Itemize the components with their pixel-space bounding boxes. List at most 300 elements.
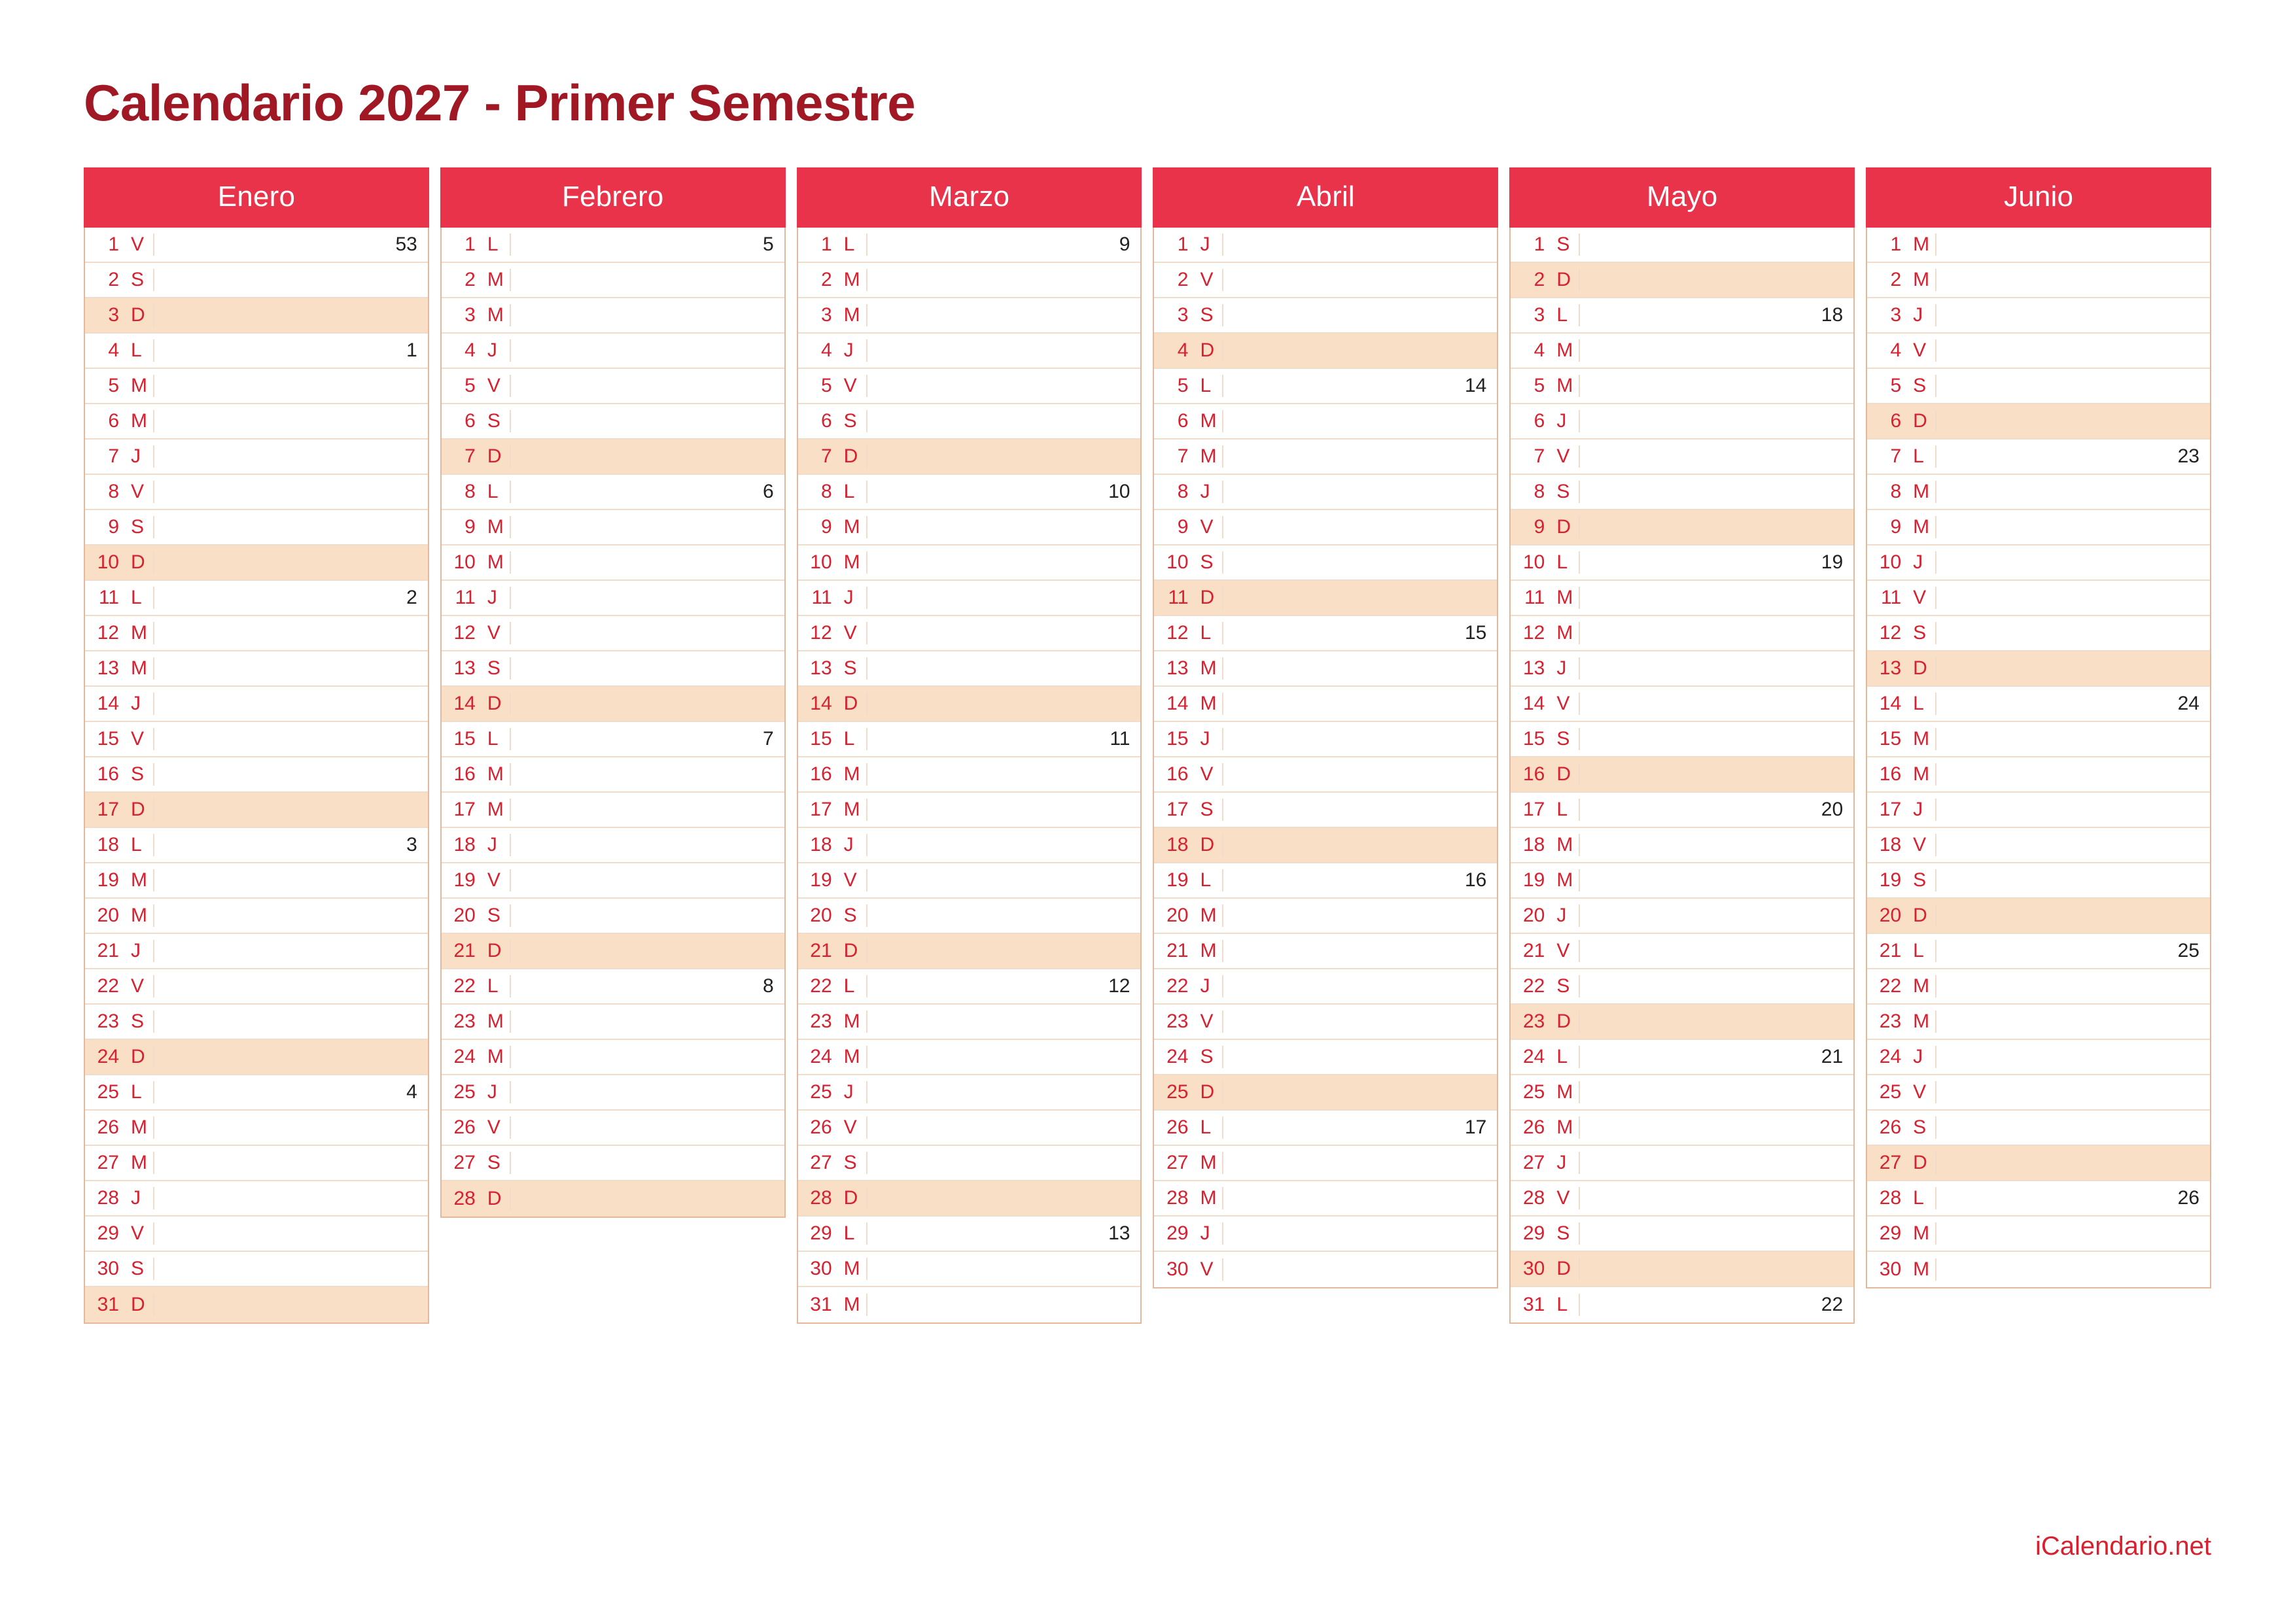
- day-row[interactable]: [1154, 334, 1497, 369]
- weekday-letter: M: [1908, 1011, 1936, 1033]
- day-row[interactable]: [85, 1075, 428, 1111]
- month-header: Marzo: [797, 167, 1142, 228]
- week-number: 4: [406, 1081, 417, 1103]
- day-row[interactable]: [1154, 863, 1497, 899]
- day-number: 9: [1533, 516, 1545, 538]
- day-row[interactable]: [85, 1111, 428, 1146]
- day-number: 3: [464, 304, 476, 326]
- day-row[interactable]: [1154, 510, 1497, 545]
- weekday-letter: M: [1908, 1222, 1936, 1245]
- day-row[interactable]: [442, 616, 784, 651]
- day-number: 11: [1168, 587, 1189, 608]
- weekday-letter: V: [482, 622, 511, 644]
- day-number: 24: [1522, 1046, 1545, 1067]
- day-row[interactable]: [1154, 298, 1497, 334]
- day-row[interactable]: [442, 899, 784, 934]
- day-number: 18: [97, 834, 119, 855]
- day-number: 19: [1522, 869, 1545, 891]
- day-number: 3: [820, 304, 832, 326]
- weekday-letter: M: [1908, 481, 1936, 503]
- day-row[interactable]: [1867, 616, 2210, 651]
- day-row[interactable]: [1154, 687, 1497, 722]
- day-row[interactable]: [85, 404, 428, 440]
- day-row[interactable]: [442, 722, 784, 757]
- day-row[interactable]: [85, 581, 428, 616]
- weekday-letter: M: [482, 551, 511, 574]
- day-row[interactable]: [798, 298, 1141, 334]
- day-row[interactable]: [85, 899, 428, 934]
- day-number: 4: [1890, 339, 1902, 361]
- day-row[interactable]: [1154, 545, 1497, 581]
- day-row[interactable]: [798, 1287, 1141, 1322]
- weekday-letter: S: [1195, 304, 1223, 326]
- day-number: 4: [464, 339, 476, 361]
- day-row[interactable]: [798, 722, 1141, 757]
- weekday-letter: D: [839, 445, 867, 468]
- day-row[interactable]: [1154, 404, 1497, 440]
- day-number: 15: [1879, 728, 1902, 750]
- day-row[interactable]: [798, 581, 1141, 616]
- day-row[interactable]: [442, 793, 784, 828]
- weekday-letter: J: [1908, 551, 1936, 574]
- day-number: 12: [97, 622, 119, 644]
- day-row[interactable]: [1154, 793, 1497, 828]
- day-number: 1: [1890, 233, 1902, 255]
- day-row[interactable]: [798, 969, 1141, 1005]
- day-row[interactable]: [1867, 475, 2210, 510]
- day-row[interactable]: [1867, 1075, 2210, 1111]
- day-number: 12: [1166, 622, 1189, 644]
- day-row[interactable]: [1511, 1111, 1853, 1146]
- weekday-letter: J: [126, 445, 154, 468]
- day-number: 4: [108, 339, 119, 361]
- day-number: 2: [820, 269, 832, 290]
- day-row[interactable]: [85, 651, 428, 687]
- weekday-letter: L: [839, 728, 867, 750]
- day-row[interactable]: [798, 757, 1141, 793]
- day-row[interactable]: [1511, 263, 1853, 298]
- day-row[interactable]: [1511, 1040, 1853, 1075]
- day-row[interactable]: [1511, 440, 1853, 475]
- day-row[interactable]: [442, 1181, 784, 1217]
- day-row[interactable]: [1154, 1040, 1497, 1075]
- day-row[interactable]: [1867, 334, 2210, 369]
- day-row[interactable]: [798, 1181, 1141, 1217]
- day-row[interactable]: [1867, 863, 2210, 899]
- day-row[interactable]: [1154, 1111, 1497, 1146]
- day-row[interactable]: [1867, 440, 2210, 475]
- day-row[interactable]: [1511, 1146, 1853, 1181]
- day-row[interactable]: [85, 263, 428, 298]
- week-number: 7: [762, 728, 774, 750]
- day-row[interactable]: [1154, 616, 1497, 651]
- day-row[interactable]: [1511, 369, 1853, 404]
- day-row[interactable]: [1511, 1075, 1853, 1111]
- day-row[interactable]: [798, 334, 1141, 369]
- day-row[interactable]: [1154, 475, 1497, 510]
- day-row[interactable]: [798, 1217, 1141, 1252]
- weekday-letter: J: [1195, 233, 1223, 256]
- day-row[interactable]: [1511, 687, 1853, 722]
- day-row[interactable]: [798, 616, 1141, 651]
- day-row[interactable]: [1867, 1111, 2210, 1146]
- day-row[interactable]: [442, 369, 784, 404]
- day-row[interactable]: [1511, 722, 1853, 757]
- day-row[interactable]: [1511, 1217, 1853, 1252]
- day-number: 21: [453, 940, 476, 961]
- day-row[interactable]: [798, 899, 1141, 934]
- day-row[interactable]: [442, 334, 784, 369]
- day-row[interactable]: [1154, 828, 1497, 863]
- day-row[interactable]: [798, 1005, 1141, 1040]
- day-row[interactable]: [85, 687, 428, 722]
- day-row[interactable]: [85, 510, 428, 545]
- weekday-letter: M: [839, 269, 867, 291]
- day-number: 21: [1166, 940, 1189, 961]
- day-row[interactable]: [1154, 1181, 1497, 1217]
- weekday-letter: M: [839, 516, 867, 538]
- day-row[interactable]: [1154, 1217, 1497, 1252]
- day-row[interactable]: [85, 757, 428, 793]
- day-row[interactable]: [1867, 934, 2210, 969]
- weekday-letter: S: [1908, 622, 1936, 644]
- day-row[interactable]: [85, 228, 428, 263]
- day-row[interactable]: [1511, 1252, 1853, 1287]
- day-row[interactable]: [1511, 969, 1853, 1005]
- day-row[interactable]: [85, 440, 428, 475]
- day-row[interactable]: [1511, 334, 1853, 369]
- weekday-letter: L: [1195, 622, 1223, 644]
- weekday-letter: V: [1908, 834, 1936, 856]
- day-row[interactable]: [442, 510, 784, 545]
- day-number: 16: [97, 763, 119, 785]
- weekday-letter: M: [126, 410, 154, 432]
- day-row[interactable]: [1511, 757, 1853, 793]
- day-row[interactable]: [798, 440, 1141, 475]
- month-header: Enero: [84, 167, 429, 228]
- day-row[interactable]: [85, 1040, 428, 1075]
- day-row[interactable]: [1511, 510, 1853, 545]
- day-row[interactable]: [85, 369, 428, 404]
- day-number: 24: [453, 1046, 476, 1067]
- day-row[interactable]: [442, 298, 784, 334]
- day-row[interactable]: [442, 545, 784, 581]
- day-row[interactable]: [798, 651, 1141, 687]
- weekday-letter: S: [1195, 799, 1223, 821]
- day-row[interactable]: [798, 687, 1141, 722]
- weekday-letter: V: [1551, 693, 1580, 715]
- day-row[interactable]: [442, 1111, 784, 1146]
- day-row[interactable]: [1867, 793, 2210, 828]
- day-row[interactable]: [442, 934, 784, 969]
- day-row[interactable]: [1511, 934, 1853, 969]
- day-row[interactable]: [85, 1252, 428, 1287]
- day-row[interactable]: [1867, 969, 2210, 1005]
- day-row[interactable]: [1867, 510, 2210, 545]
- day-row[interactable]: [1154, 440, 1497, 475]
- day-row[interactable]: [442, 1146, 784, 1181]
- day-row[interactable]: [1511, 1287, 1853, 1322]
- day-number: 17: [97, 799, 119, 820]
- weekday-letter: S: [1908, 1116, 1936, 1139]
- day-row[interactable]: [85, 475, 428, 510]
- day-row[interactable]: [1867, 1181, 2210, 1217]
- week-number: 2: [406, 587, 417, 608]
- weekday-letter: L: [126, 587, 154, 609]
- day-number: 16: [1879, 763, 1902, 785]
- day-number: 11: [1524, 587, 1545, 608]
- day-row[interactable]: [1511, 863, 1853, 899]
- day-row[interactable]: [1154, 1075, 1497, 1111]
- day-row[interactable]: [85, 934, 428, 969]
- day-row[interactable]: [798, 404, 1141, 440]
- weekday-letter: L: [482, 233, 511, 256]
- day-row[interactable]: [798, 475, 1141, 510]
- day-row[interactable]: [798, 228, 1141, 263]
- day-number: 2: [1533, 269, 1545, 290]
- day-number: 20: [453, 905, 476, 926]
- day-row[interactable]: [798, 263, 1141, 298]
- day-row[interactable]: [85, 298, 428, 334]
- day-row[interactable]: [1867, 298, 2210, 334]
- day-row[interactable]: [442, 581, 784, 616]
- day-row[interactable]: [85, 828, 428, 863]
- day-row[interactable]: [1154, 228, 1497, 263]
- day-row[interactable]: [85, 616, 428, 651]
- day-row[interactable]: [1511, 793, 1853, 828]
- day-row[interactable]: [798, 510, 1141, 545]
- day-row[interactable]: [1154, 651, 1497, 687]
- day-row[interactable]: [1867, 1146, 2210, 1181]
- day-row[interactable]: [1867, 263, 2210, 298]
- day-list: [1866, 228, 2211, 1288]
- day-row[interactable]: [798, 545, 1141, 581]
- weekday-letter: M: [482, 304, 511, 326]
- weekday-letter: M: [1908, 763, 1936, 786]
- day-row[interactable]: [1511, 404, 1853, 440]
- day-row[interactable]: [1867, 1005, 2210, 1040]
- day-row[interactable]: [798, 1040, 1141, 1075]
- day-number: 27: [97, 1152, 119, 1173]
- weekday-letter: M: [1195, 657, 1223, 680]
- weekday-letter: M: [1908, 269, 1936, 291]
- day-row[interactable]: [1511, 899, 1853, 934]
- day-number: 17: [1879, 799, 1902, 820]
- day-row[interactable]: [1154, 581, 1497, 616]
- day-row[interactable]: [85, 334, 428, 369]
- day-row[interactable]: [798, 1146, 1141, 1181]
- day-row[interactable]: [1867, 1252, 2210, 1287]
- day-row[interactable]: [1511, 475, 1853, 510]
- day-row[interactable]: [1867, 687, 2210, 722]
- day-row[interactable]: [442, 757, 784, 793]
- weekday-letter: V: [126, 481, 154, 503]
- week-number: 13: [1108, 1222, 1130, 1244]
- day-row[interactable]: [798, 863, 1141, 899]
- day-row[interactable]: [442, 828, 784, 863]
- weekday-letter: D: [1908, 657, 1936, 680]
- day-number: 29: [810, 1222, 832, 1244]
- day-number: 6: [820, 410, 832, 432]
- day-number: 22: [97, 975, 119, 997]
- day-row[interactable]: [85, 793, 428, 828]
- day-number: 14: [1166, 693, 1189, 714]
- week-number: 11: [1110, 728, 1130, 750]
- day-number: 10: [453, 551, 476, 573]
- day-row[interactable]: [442, 263, 784, 298]
- day-row[interactable]: [1511, 1005, 1853, 1040]
- weekday-letter: M: [839, 551, 867, 574]
- day-row[interactable]: [1154, 722, 1497, 757]
- day-number: 6: [464, 410, 476, 432]
- day-row[interactable]: [1867, 899, 2210, 934]
- week-number: 26: [2177, 1187, 2199, 1209]
- day-row[interactable]: [1154, 1252, 1497, 1287]
- weekday-letter: S: [126, 269, 154, 291]
- week-number: 19: [1821, 551, 1844, 573]
- week-number: 22: [1821, 1294, 1844, 1315]
- day-row[interactable]: [85, 1287, 428, 1322]
- weekday-letter: L: [839, 481, 867, 503]
- day-row[interactable]: [1154, 369, 1497, 404]
- weekday-letter: J: [1195, 481, 1223, 503]
- weekday-letter: S: [482, 410, 511, 432]
- day-row[interactable]: [442, 404, 784, 440]
- day-number: 28: [1166, 1187, 1189, 1209]
- day-number: 18: [810, 834, 832, 855]
- day-row[interactable]: [1511, 651, 1853, 687]
- week-number: 10: [1108, 481, 1130, 502]
- day-row[interactable]: [85, 545, 428, 581]
- day-row[interactable]: [85, 1181, 428, 1217]
- day-row[interactable]: [1154, 969, 1497, 1005]
- day-row[interactable]: [1154, 263, 1497, 298]
- day-row[interactable]: [1511, 581, 1853, 616]
- weekday-letter: D: [1551, 1258, 1580, 1280]
- day-row[interactable]: [1154, 1005, 1497, 1040]
- day-row[interactable]: [1867, 545, 2210, 581]
- day-row[interactable]: [442, 1075, 784, 1111]
- day-number: 16: [1166, 763, 1189, 785]
- day-row[interactable]: [442, 969, 784, 1005]
- day-number: 8: [108, 481, 119, 502]
- day-row[interactable]: [442, 1005, 784, 1040]
- weekday-letter: V: [482, 375, 511, 397]
- day-row[interactable]: [85, 1005, 428, 1040]
- day-row[interactable]: [1867, 828, 2210, 863]
- day-row[interactable]: [85, 863, 428, 899]
- day-row[interactable]: [1154, 1146, 1497, 1181]
- weekday-letter: M: [839, 799, 867, 821]
- day-row[interactable]: [1867, 757, 2210, 793]
- day-row[interactable]: [1867, 404, 2210, 440]
- day-row[interactable]: [1867, 369, 2210, 404]
- day-row[interactable]: [798, 934, 1141, 969]
- weekday-letter: L: [1551, 799, 1580, 821]
- day-list: [440, 228, 786, 1218]
- day-number: 17: [1166, 799, 1189, 820]
- day-row[interactable]: [798, 369, 1141, 404]
- weekday-letter: J: [1551, 410, 1580, 432]
- day-row[interactable]: [85, 722, 428, 757]
- day-row[interactable]: [442, 475, 784, 510]
- day-row[interactable]: [1154, 934, 1497, 969]
- day-row[interactable]: [85, 1146, 428, 1181]
- day-row[interactable]: [1867, 1217, 2210, 1252]
- week-number: 23: [2177, 445, 2199, 467]
- day-number: 20: [97, 905, 119, 926]
- weekday-letter: V: [1908, 1081, 1936, 1103]
- day-row[interactable]: [1511, 545, 1853, 581]
- day-row[interactable]: [798, 793, 1141, 828]
- day-number: 7: [1890, 445, 1902, 467]
- day-row[interactable]: [1867, 651, 2210, 687]
- day-row[interactable]: [1867, 228, 2210, 263]
- day-row[interactable]: [1154, 899, 1497, 934]
- day-number: 20: [1522, 905, 1545, 926]
- day-row[interactable]: [798, 1111, 1141, 1146]
- weekday-letter: S: [1551, 975, 1580, 997]
- weekday-letter: M: [1551, 1081, 1580, 1103]
- day-row[interactable]: [1867, 1040, 2210, 1075]
- day-row[interactable]: [798, 828, 1141, 863]
- day-row[interactable]: [1511, 616, 1853, 651]
- day-row[interactable]: [1154, 757, 1497, 793]
- weekday-letter: L: [1551, 551, 1580, 574]
- weekday-letter: S: [1551, 728, 1580, 750]
- day-number: 8: [464, 481, 476, 502]
- weekday-letter: J: [1908, 304, 1936, 326]
- day-row[interactable]: [442, 1040, 784, 1075]
- weekday-letter: M: [482, 1046, 511, 1068]
- day-row[interactable]: [85, 1217, 428, 1252]
- day-number: 13: [810, 657, 832, 679]
- day-row[interactable]: [442, 863, 784, 899]
- day-number: 24: [1879, 1046, 1902, 1067]
- day-row[interactable]: [1867, 581, 2210, 616]
- day-row[interactable]: [1511, 828, 1853, 863]
- weekday-letter: M: [482, 763, 511, 786]
- weekday-letter: L: [1551, 304, 1580, 326]
- day-row[interactable]: [442, 440, 784, 475]
- week-number: 16: [1464, 869, 1487, 891]
- weekday-letter: D: [126, 551, 154, 574]
- weekday-letter: D: [1195, 834, 1223, 856]
- day-number: 6: [1890, 410, 1902, 432]
- day-row[interactable]: [85, 969, 428, 1005]
- weekday-letter: S: [1551, 233, 1580, 256]
- day-row[interactable]: [1511, 1181, 1853, 1217]
- weekday-letter: M: [1195, 693, 1223, 715]
- day-number: 12: [1879, 622, 1902, 644]
- weekday-letter: S: [482, 1152, 511, 1174]
- day-row[interactable]: [798, 1075, 1141, 1111]
- day-row[interactable]: [442, 687, 784, 722]
- weekday-letter: M: [1551, 834, 1580, 856]
- day-row[interactable]: [442, 228, 784, 263]
- day-row[interactable]: [798, 1252, 1141, 1287]
- weekday-letter: M: [482, 269, 511, 291]
- weekday-letter: L: [1908, 940, 1936, 962]
- day-number: 11: [1880, 587, 1902, 608]
- day-number: 17: [810, 799, 832, 820]
- day-number: 28: [810, 1187, 832, 1209]
- day-row[interactable]: [1867, 722, 2210, 757]
- day-row[interactable]: [1511, 298, 1853, 334]
- day-number: 31: [97, 1294, 119, 1315]
- day-row[interactable]: [442, 651, 784, 687]
- day-row[interactable]: [1511, 228, 1853, 263]
